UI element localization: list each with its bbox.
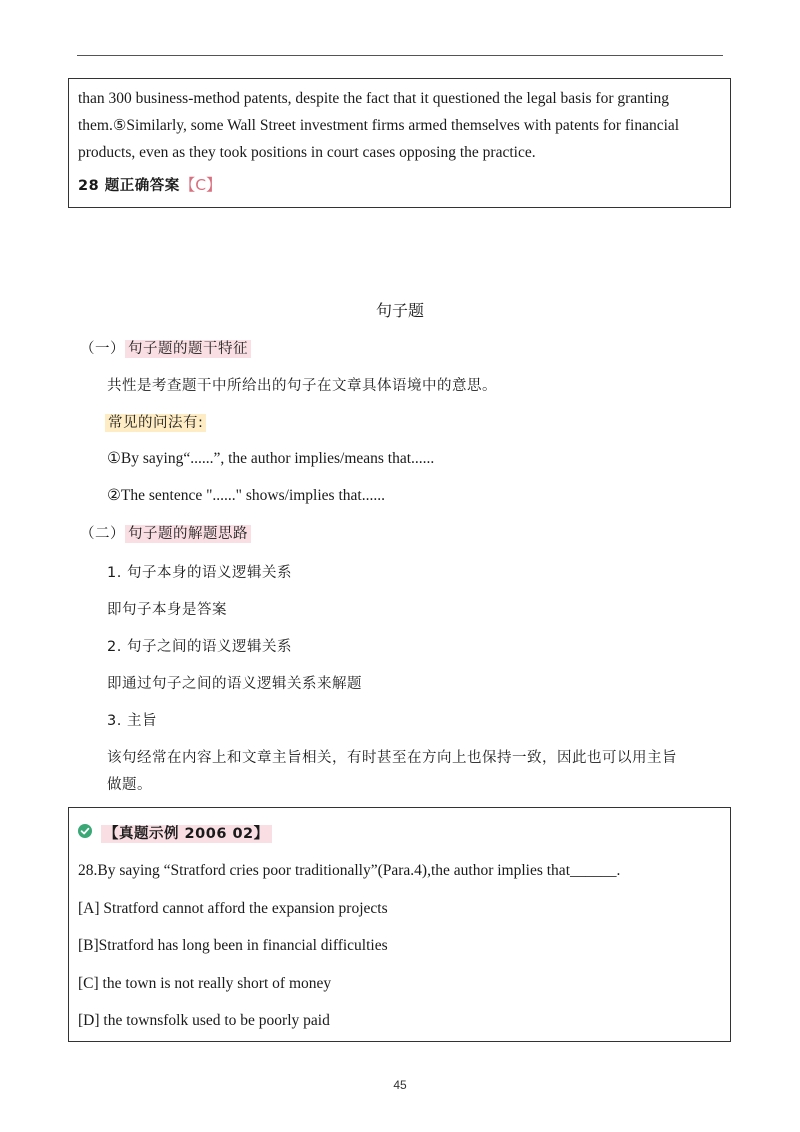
answer-value: 【C】 [179, 176, 222, 194]
strategy-3-title: 3. 主旨 [107, 713, 157, 729]
exam-example-box [68, 807, 731, 1042]
part2-heading [80, 522, 251, 543]
part1-description: 共性是考查题干中所给出的句子在文章具体语境中的意思。 [107, 378, 497, 394]
exam-example-label: 【真题示例 2006 02】 [101, 825, 272, 843]
option-a: [A] Stratford cannot afford the expansion projects [78, 900, 388, 917]
passage-line-1: than 300 business-method patents, despite the fact that it questioned the legal basis for granting [78, 90, 670, 107]
common-phrasing-label [105, 411, 206, 432]
passage-line-2-rest: Similarly, some Wall Street investment firms armed themselves with patents for financial [126, 117, 680, 134]
part1-heading-text: 句子题的题干特征 [125, 340, 251, 358]
strategy-3-desc-line-2: 做题。 [107, 777, 152, 793]
strategy-2-desc: 即通过句子之间的语义逻辑关系来解题 [107, 676, 362, 692]
answer-line [78, 172, 722, 199]
strategy-3-desc-line-1: 该句经常在内容上和文章主旨相关，有时甚至在方向上也保持一致，因此也可以用主旨 [107, 750, 677, 766]
part1-heading [80, 337, 251, 358]
option-c: [C] the town is not really short of money [78, 975, 332, 992]
passage-text [78, 85, 722, 166]
check-circle-icon [78, 824, 92, 838]
strategy-1-desc: 即句子本身是答案 [107, 602, 227, 618]
section-title: 句子题 [375, 301, 424, 320]
passage-line-3: products, even as they took positions in court cases opposing the practice. [78, 144, 536, 161]
example-phrasing-2: ②The sentence "......" shows/implies that...... [107, 487, 385, 504]
circled-five-marker: ⑤ [112, 116, 127, 134]
part1-prefix: （一） [80, 341, 125, 357]
part2-heading-text: 句子题的解题思路 [125, 525, 251, 543]
part2-prefix: （二） [80, 526, 125, 542]
exam-question: 28.By saying “Stratford cries poor traditionally”(Para.4),the author implies that______. [78, 862, 621, 879]
strategy-1-title: 1. 句子本身的语义逻辑关系 [107, 565, 292, 581]
passage-excerpt-box [68, 78, 731, 208]
common-phrasing-text: 常见的问法有: [105, 414, 206, 432]
option-d: [D] the townsfolk used to be poorly paid [78, 1012, 330, 1029]
strategy-2-title: 2. 句子之间的语义逻辑关系 [107, 639, 292, 655]
page-number: 45 [393, 1078, 407, 1092]
passage-line-2-start: them. [78, 117, 113, 134]
exam-example-label-wrap [101, 822, 272, 843]
option-b: [B]Stratford has long been in financial difficulties [78, 937, 388, 954]
answer-label: 28 题正确答案 [78, 178, 180, 194]
example-phrasing-1: ①By saying“......”, the author implies/means that...... [107, 450, 435, 467]
header-rule [77, 55, 723, 56]
